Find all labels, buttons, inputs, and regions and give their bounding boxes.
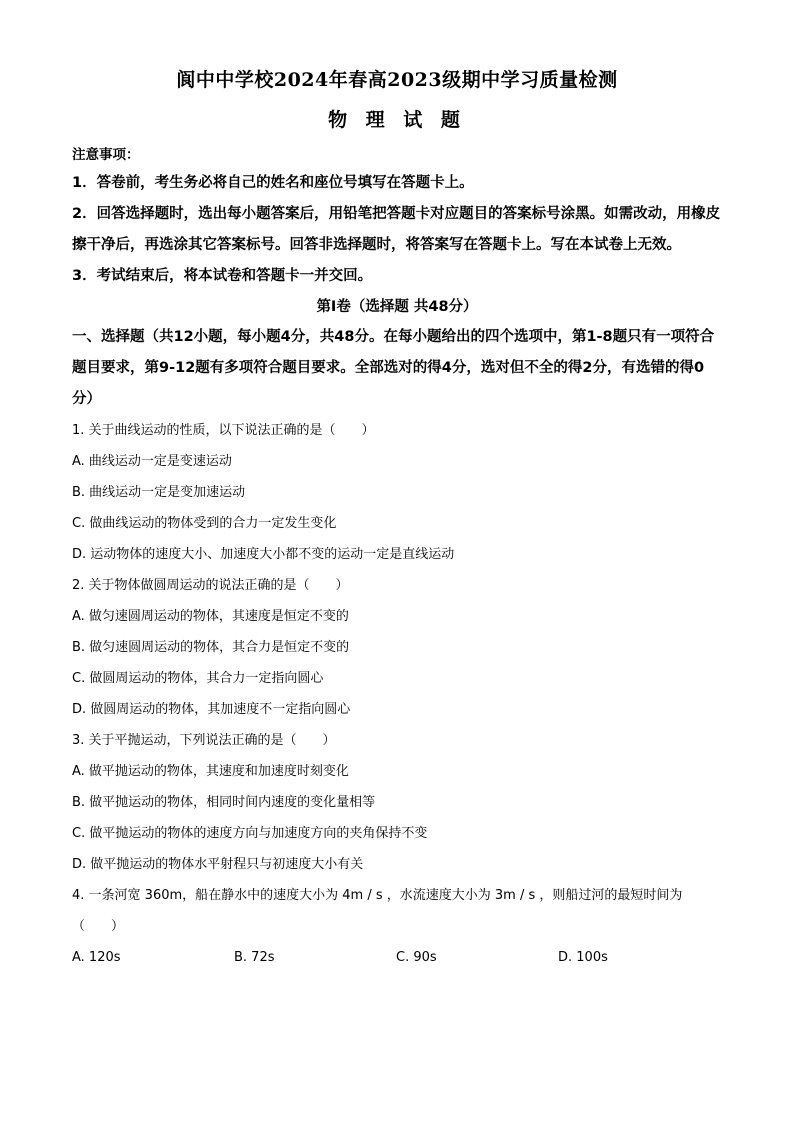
option-a: A. 120s <box>72 950 121 965</box>
option-d: D. 做平抛运动的物体水平射程只与初速度大小有关 <box>72 857 364 872</box>
question-3 <box>72 725 722 880</box>
option-d: D. 100s <box>558 950 608 965</box>
part1-heading: 第Ⅰ卷（选择题 共48分） <box>316 299 478 315</box>
option-a: A. 做平抛运动的物体，其速度和加速度时刻变化 <box>72 764 349 779</box>
notice-item: 2．回答选择题时，选出每小题答案后，用铅笔把答题卡对应题目的答案标号涂黑。如需改动，用橡皮擦干净后，再选涂其它答案标号。回答非选择题时，将答案写在答题卡上。写在本试卷上无效。 <box>72 206 721 253</box>
option-c: C. 做平抛运动的物体的速度方向与加速度方向的夹角保持不变 <box>72 826 428 841</box>
page-subtitle: 物 理 试 题 <box>328 109 466 131</box>
part1-instructions: 一、选择题（共12小题，每小题4分，共48分。在每小题给出的四个选项中，第1-8题只有一项符合题目要求，第9-12题有多项符合题目要求。全部选对的得4分，选对但不全的得2分，有选错的得0分） <box>72 329 715 407</box>
question-stem: 1. 关于曲线运动的性质，以下说法正确的是（ ） <box>72 423 375 438</box>
question-4 <box>72 880 722 973</box>
options-row <box>72 942 722 973</box>
option-a: A. 做匀速圆周运动的物体，其速度是恒定不变的 <box>72 609 349 624</box>
question-stem: 4. 一条河宽 360m，船在静水中的速度大小为 4m / s ，水流速度大小为 3m / s ，则船过河的最短时间为（ ） <box>72 888 683 934</box>
option-a: A. 曲线运动一定是变速运动 <box>72 454 232 469</box>
question-stem: 2. 关于物体做圆周运动的说法正确的是（ ） <box>72 578 349 593</box>
option-c: C. 做圆周运动的物体，其合力一定指向圆心 <box>72 671 324 686</box>
question-2 <box>72 570 722 725</box>
option-d: D. 运动物体的速度大小、加速度大小都不变的运动一定是直线运动 <box>72 547 455 562</box>
page-title: 阆中中学校2024年春高2023级期中学习质量检测 <box>176 69 618 91</box>
option-d: D. 做圆周运动的物体，其加速度不一定指向圆心 <box>72 702 351 717</box>
notice-item: 3．考试结束后，将本试卷和答题卡一并交回。 <box>72 268 373 284</box>
option-b: B. 曲线运动一定是变加速运动 <box>72 485 246 500</box>
notice-item: 1．答卷前，考生务必将自己的姓名和座位号填写在答题卡上。 <box>72 175 474 191</box>
question-stem: 3. 关于平抛运动，下列说法正确的是（ ） <box>72 733 336 748</box>
question-1 <box>72 415 722 570</box>
option-c: C. 做曲线运动的物体受到的合力一定发生变化 <box>72 516 337 531</box>
exam-page <box>72 66 722 973</box>
notice-heading: 注意事项： <box>72 147 140 163</box>
option-b: B. 做平抛运动的物体，相同时间内速度的变化量相等 <box>72 795 376 810</box>
option-b: B. 做匀速圆周运动的物体，其合力是恒定不变的 <box>72 640 350 655</box>
option-b: B. 72s <box>234 950 275 965</box>
option-c: C. 90s <box>396 950 437 965</box>
